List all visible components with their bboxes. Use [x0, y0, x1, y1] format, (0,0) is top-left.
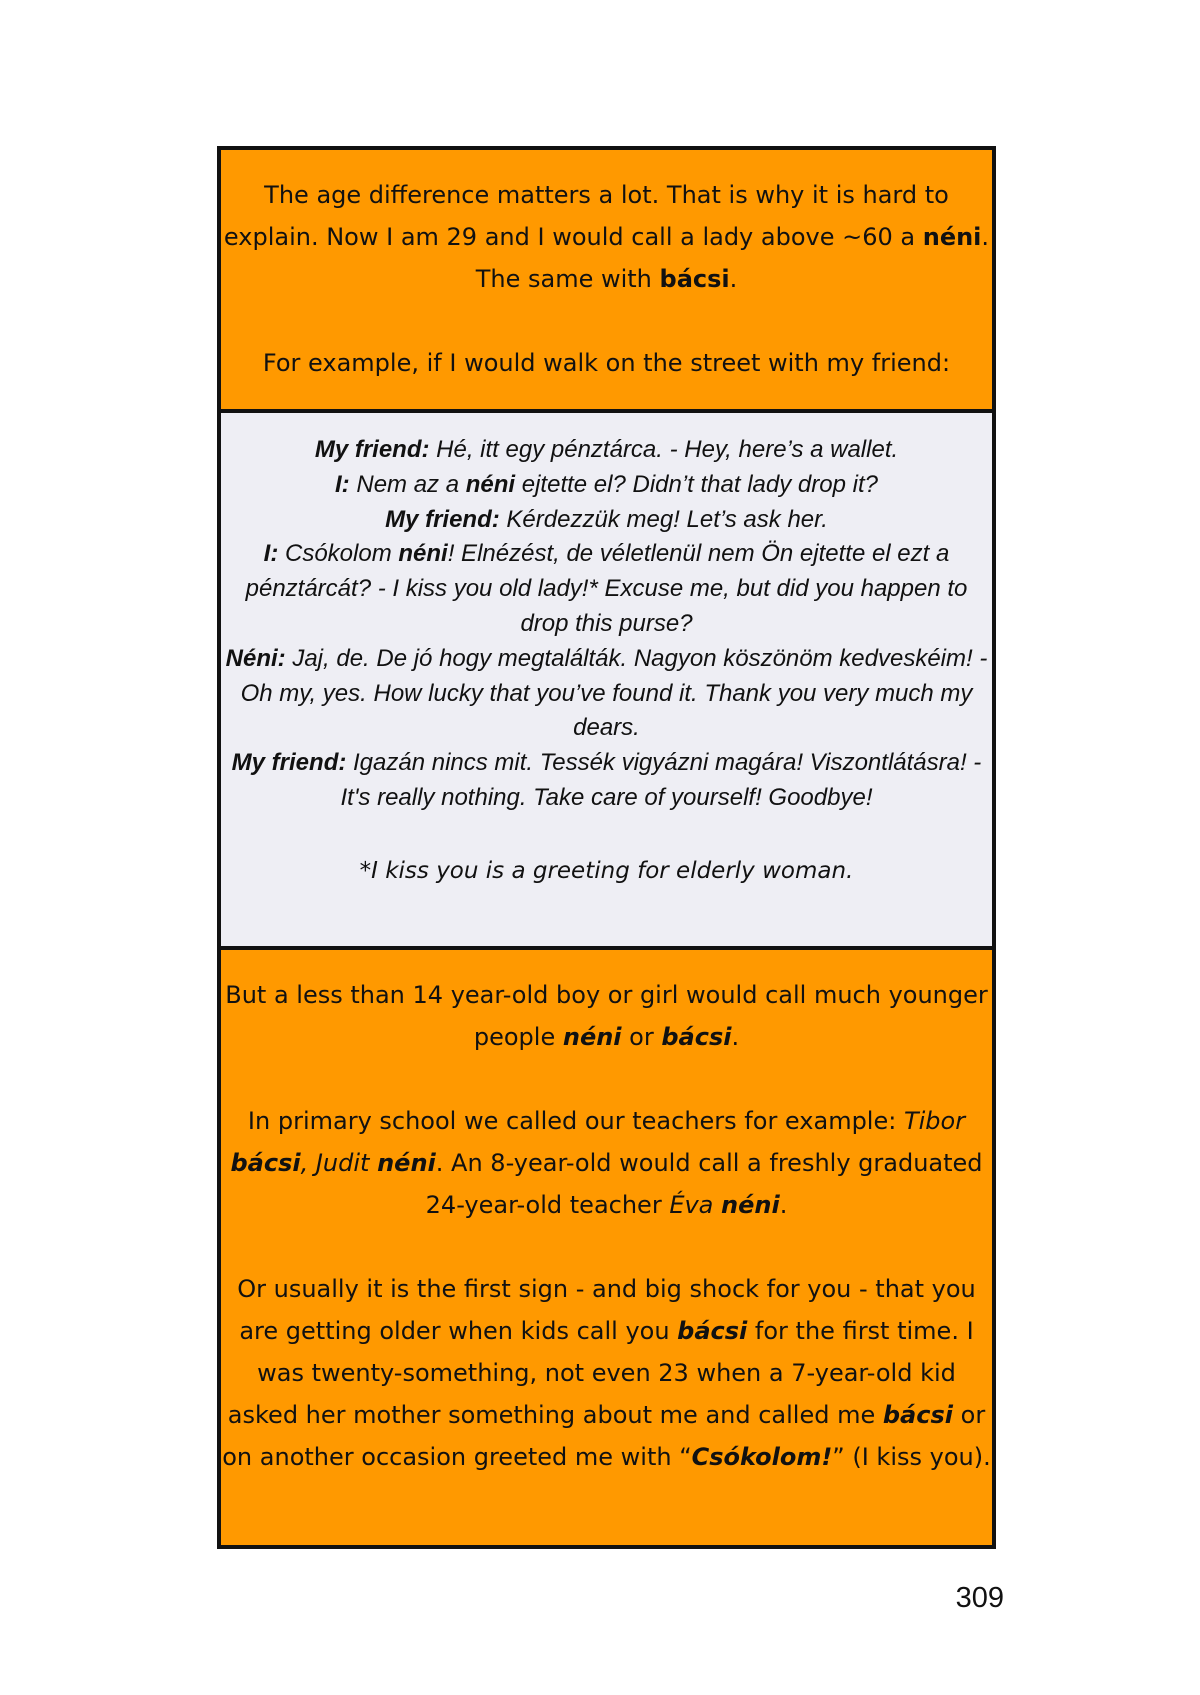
- dialogue-line: I: Csókolom néni! Elnézést, de véletlenül nem Ön ejtette el ezt a pénztárcát? - I kiss you old lady!* Excuse me, but did you happen to drop this purse?: [245, 540, 968, 637]
- intro-paragraph: The age difference matters a lot. That is why it is hard to explain. Now I am 29 and I would call a lady above ~60 a néni. The same with bácsi.: [223, 181, 990, 293]
- dialogue-panel: [221, 409, 992, 950]
- explanation-panel: [221, 950, 992, 1545]
- dialogue-line: My friend: Kérdezzük meg! Let’s ask her.: [385, 505, 828, 533]
- intro-panel: [221, 150, 992, 409]
- dialogue-line: My friend: Igazán nincs mit. Tessék vigyázni magára! Viszontlátásra! - It's really nothing. Take care of yourself! Goodbye!: [231, 749, 982, 811]
- footnote: *I kiss you is a greeting for elderly woman.: [359, 857, 854, 884]
- dialogue-line: I: Nem az a néni ejtette el? Didn’t that lady drop it?: [335, 470, 878, 498]
- school-paragraph: In primary school we called our teachers for example: Tibor bácsi, Judit néni. An 8-year-old would call a freshly graduated 24-year-old teacher Éva néni.: [230, 1107, 983, 1219]
- age-paragraph: But a less than 14 year-old boy or girl would call much younger people néni or bácsi.: [225, 981, 988, 1051]
- dialogue-line: Néni: Jaj, de. De jó hogy megtalálták. Nagyon köszönöm kedveskéim! - Oh my, yes. How lucky that you’ve found it. Thank you very much my dears.: [225, 644, 988, 742]
- dialogue-line: My friend: Hé, itt egy pénztárca. - Hey, here’s a wallet.: [314, 436, 899, 463]
- first-sign-paragraph: Or usually it is the first sign - and big shock for you - that you are getting older when kids call you bácsi for the first time. I was twenty-something, not even 23 when a 7-year-old kid asked her mother something about me and called me bácsi or on another occasion greeted me with “Csókolom!” (I kiss you).: [222, 1275, 991, 1471]
- example-intro-paragraph: For example, if I would walk on the street with my friend:: [262, 349, 951, 377]
- info-box: [217, 146, 996, 1549]
- page-number: 309: [955, 1582, 1004, 1614]
